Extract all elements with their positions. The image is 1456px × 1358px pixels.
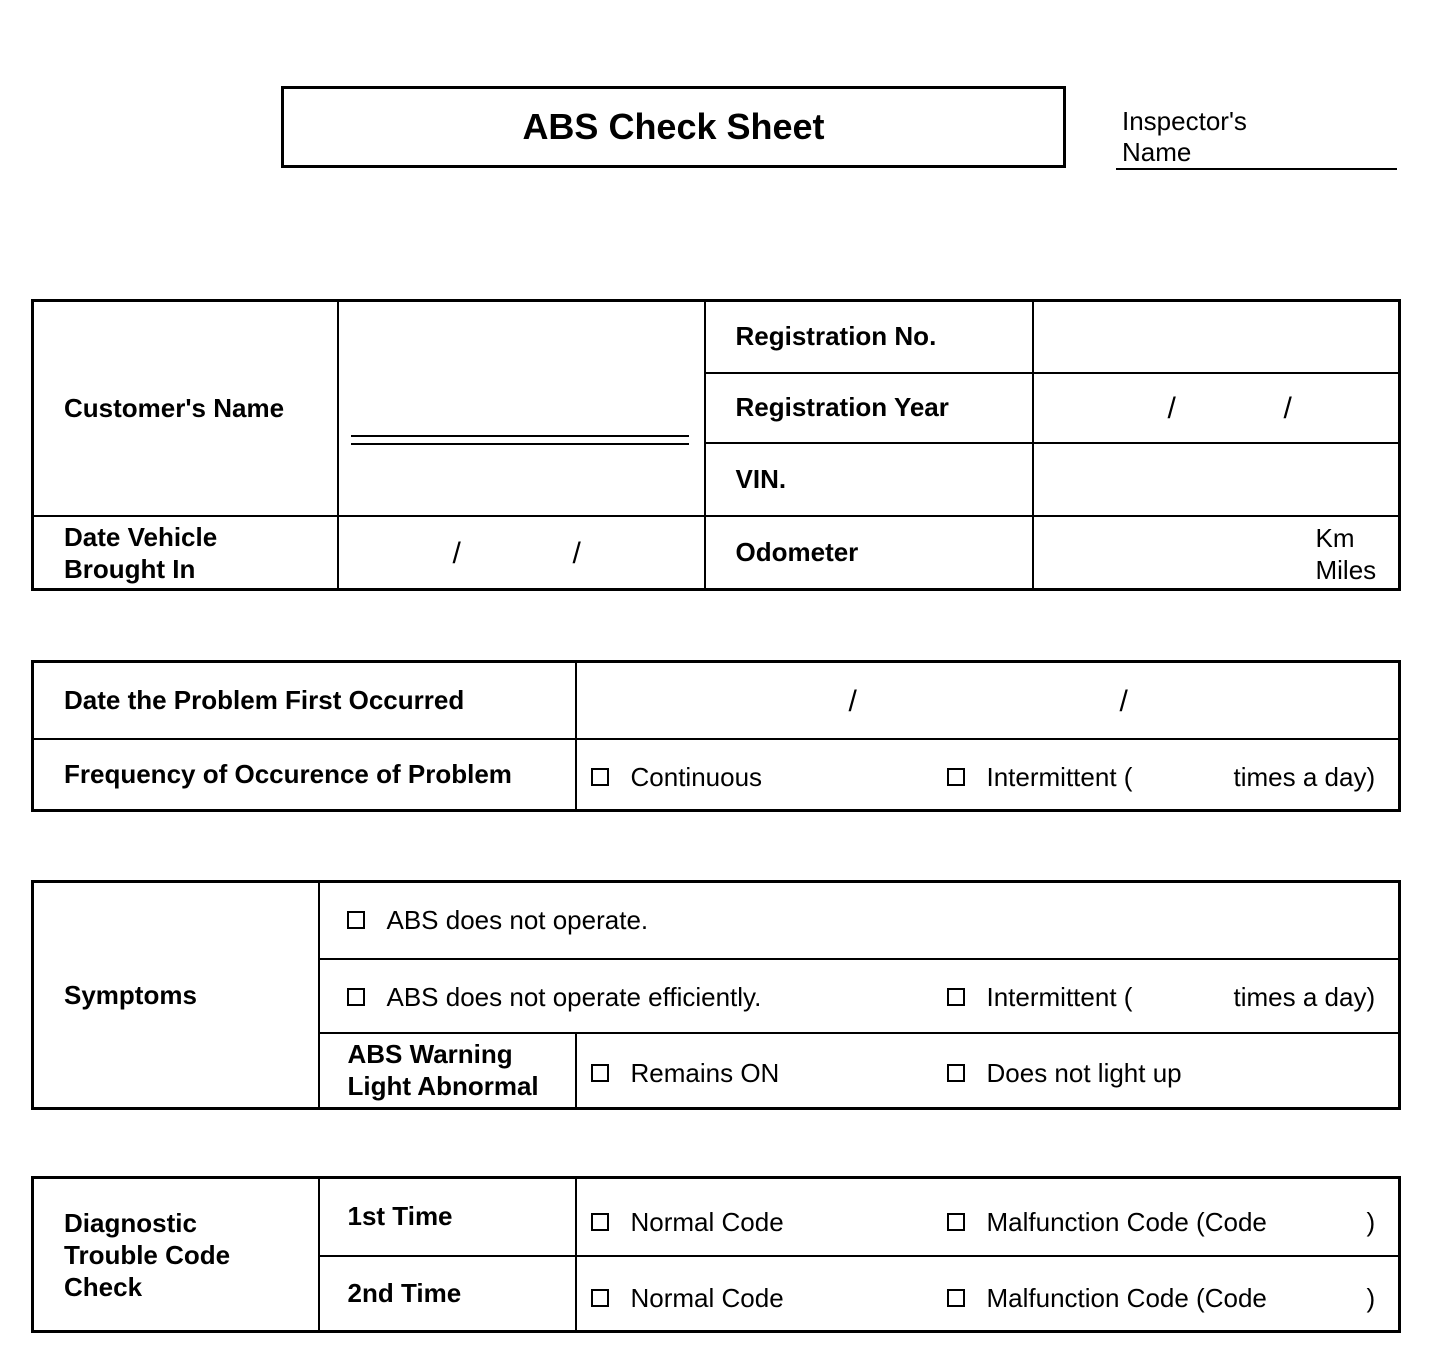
vin-field[interactable] — [1033, 443, 1400, 516]
checkbox[interactable] — [947, 1064, 965, 1082]
registration-no-label: Registration No. — [705, 301, 1033, 373]
second-time-options — [576, 1256, 1400, 1332]
date-slash: / — [452, 537, 461, 571]
odometer-unit-km: Km — [1315, 523, 1355, 554]
checkbox[interactable] — [947, 988, 965, 1006]
symptoms-table — [31, 880, 1401, 1110]
date-first-occurred-field[interactable] — [576, 662, 1400, 739]
checkbox[interactable] — [591, 1289, 609, 1307]
odometer-label: Odometer — [705, 516, 1033, 589]
date-slash: / — [572, 537, 581, 571]
checkbox[interactable] — [947, 1213, 965, 1231]
intermittent-option[interactable]: Intermittent ( — [947, 762, 1133, 793]
inspector-name-field[interactable] — [1116, 168, 1397, 170]
second-time-label: 2nd Time — [319, 1256, 576, 1332]
warning-light-label: ABS Warning Light Abnormal — [319, 1033, 576, 1109]
close-paren: ) — [1366, 1207, 1376, 1237]
not-operate-row — [319, 882, 1400, 959]
not-efficient-row — [319, 959, 1400, 1033]
not-operate-option[interactable]: ABS does not operate. — [347, 905, 649, 936]
problem-table — [31, 660, 1401, 812]
not-efficient-option[interactable]: ABS does not operate efficiently. — [347, 982, 762, 1013]
customer-name-label: Customer's Name — [33, 301, 338, 517]
date-slash: / — [1283, 391, 1292, 425]
times-a-day-label: times a day) — [1233, 981, 1376, 1012]
inspector-name-label: Inspector's Name — [1122, 106, 1247, 167]
title-box — [281, 86, 1066, 168]
date-brought-in-field[interactable] — [338, 516, 705, 589]
date-slash: / — [1119, 685, 1128, 718]
symptoms-label: Symptoms — [33, 882, 319, 1109]
close-paren: ) — [1366, 1282, 1376, 1313]
date-slash: / — [848, 685, 857, 718]
first-time-label: 1st Time — [319, 1178, 576, 1256]
malfunction-code-option[interactable]: Malfunction Code (Code — [947, 1283, 1267, 1314]
date-brought-in-label: Date Vehicle Brought In — [33, 516, 338, 589]
does-not-light-option[interactable]: Does not light up — [947, 1058, 1182, 1089]
malfunction-code-option[interactable]: Malfunction Code (Code — [947, 1207, 1267, 1238]
page-title: ABS Check Sheet — [522, 106, 825, 147]
times-a-day-label: times a day) — [1233, 761, 1376, 792]
dtc-table — [31, 1176, 1401, 1333]
checkbox[interactable] — [591, 1213, 609, 1231]
customer-name-field[interactable] — [338, 301, 705, 517]
registration-year-label: Registration Year — [705, 373, 1033, 443]
date-first-occurred-label: Date the Problem First Occurred — [33, 662, 576, 739]
first-time-options — [576, 1178, 1400, 1256]
normal-code-option[interactable]: Normal Code — [591, 1283, 784, 1314]
checkbox[interactable] — [347, 988, 365, 1006]
checkbox[interactable] — [947, 768, 965, 786]
continuous-option[interactable]: Continuous — [591, 762, 763, 793]
checkbox[interactable] — [947, 1289, 965, 1307]
frequency-options — [576, 739, 1400, 811]
odometer-unit-miles: Miles — [1315, 555, 1377, 586]
date-slash: / — [1167, 391, 1176, 425]
frequency-label: Frequency of Occurence of Problem — [33, 739, 576, 811]
dtc-label: Diagnostic Trouble Code Check — [33, 1178, 319, 1332]
normal-code-option[interactable]: Normal Code — [591, 1207, 784, 1238]
intermittent-option[interactable]: Intermittent ( — [947, 982, 1133, 1013]
checkbox[interactable] — [347, 911, 365, 929]
registration-year-field[interactable] — [1033, 373, 1400, 443]
registration-no-field[interactable] — [1033, 301, 1400, 373]
vin-label: VIN. — [705, 443, 1033, 516]
warning-light-options — [576, 1033, 1400, 1109]
remains-on-option[interactable]: Remains ON — [591, 1058, 780, 1089]
checkbox[interactable] — [591, 768, 609, 786]
checkbox[interactable] — [591, 1064, 609, 1082]
customer-table — [31, 299, 1401, 591]
odometer-field[interactable] — [1033, 516, 1400, 589]
